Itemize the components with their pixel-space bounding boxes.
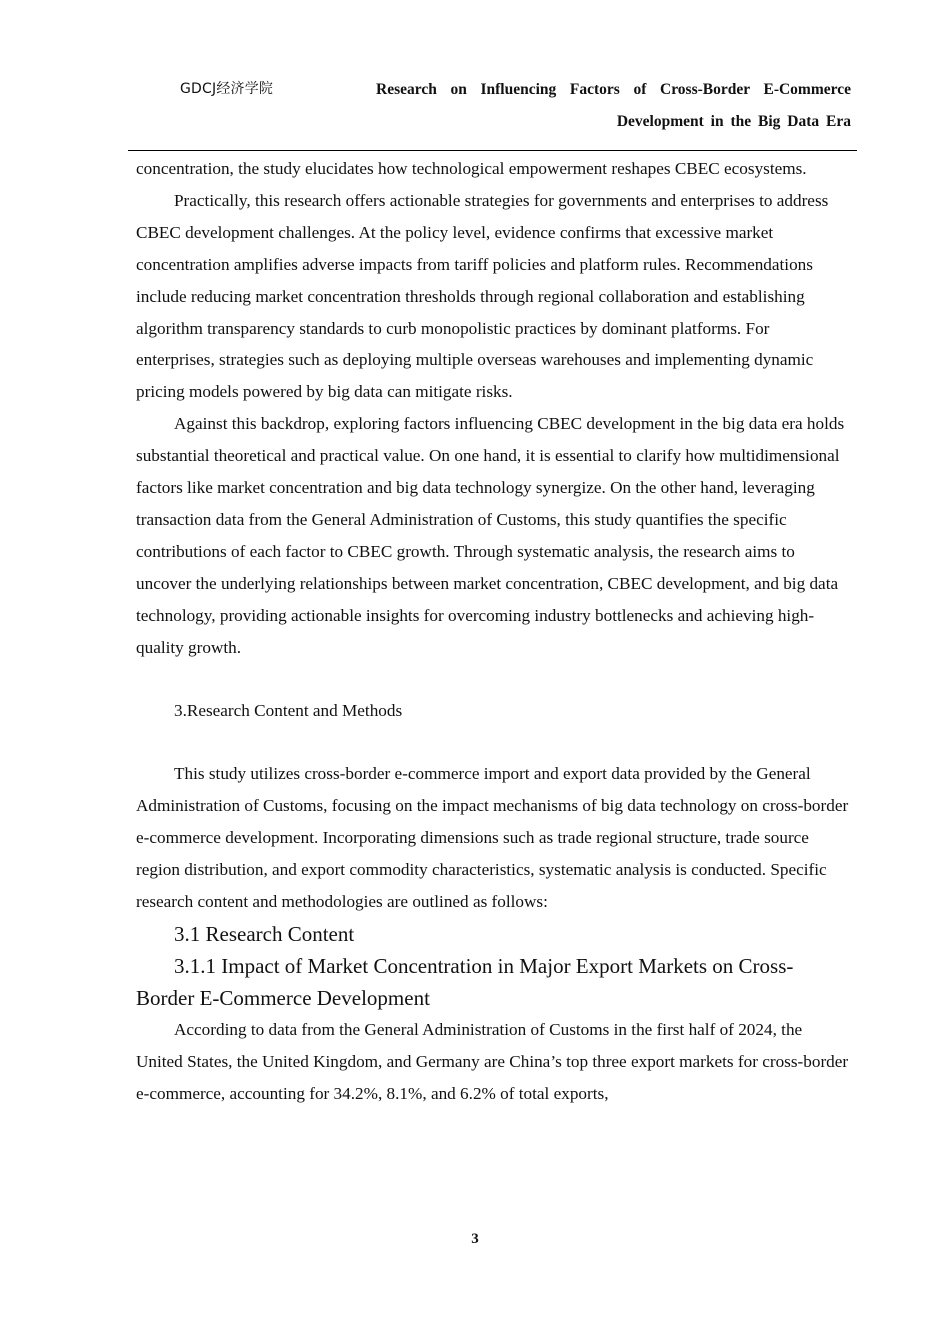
header-institution: GDCJ经济学院 xyxy=(180,81,274,97)
spacer xyxy=(136,726,849,758)
paragraph-customs-data: According to data from the General Administration of Customs in the first half of 2024, the United States, the United Kingdom, and Germany are China’s top three export markets for cross-border e-commerce, accounting for 34.2%, 8.1%, and 6.2% of total exports, xyxy=(136,1019,849,1103)
running-title-line-2: Development in the Big Data Era xyxy=(616,113,851,130)
running-title xyxy=(376,74,851,138)
spacer xyxy=(136,664,849,695)
paragraph-methods-overview: This study utilizes cross-border e-commerce import and export data provided by the General Administration of Customs, focusing on the impact mechanisms of big data technology on cross-border e-commerce development. Incorporating dimensions such as trade regional structure, trade source region distribution, and export commodity characteristics, systematic analysis is conducted. Specific research content and methodologies are outlined as follows: xyxy=(136,764,849,912)
paragraph-practical-significance: Practically, this research offers actionable strategies for governments and enterprises to address CBEC development challenges. At the policy level, evidence confirms that excessive market concentration amplifies adverse impacts from tariff policies and platform rules. Recommendations include reducing market concentration thresholds through regional collaboration and establishing algorithm transparency standards to curb monopolistic practices by dominant platforms. For enterprises, strategies such as deploying multiple overseas warehouses and implementing dynamic pricing models powered by big data can mitigate risks. xyxy=(136,190,829,402)
page-number: 3 xyxy=(471,1231,479,1247)
subsubsection-heading: 3.1.1 Impact of Market Concentration in Major Export Markets on Cross-Border E-Commerce Development xyxy=(136,953,794,1010)
paragraph-continued: concentration, the study elucidates how technological empowerment reshapes CBEC ecosystems. xyxy=(136,159,807,178)
section-heading: 3.Research Content and Methods xyxy=(174,700,403,720)
subsection-heading: 3.1 Research Content xyxy=(174,921,355,946)
header-divider xyxy=(128,150,857,151)
paragraph-research-value: Against this backdrop, exploring factors influencing CBEC development in the big data era holds substantial theoretical and practical value. On one hand, it is essential to clarify how multidimensional factors like market concentration and big data technology synergize. On the other hand, leveraging transaction data from the General Administration of Customs, this study quantifies the specific contributions of each factor to CBEC growth. Through systematic analysis, the research aims to uncover the underlying relationships between market concentration, CBEC development, and big data technology, providing actionable insights for overcoming industry bottlenecks and achieving high-quality growth. xyxy=(136,414,845,657)
running-title-line-1: Research on Influencing Factors of Cross-Border E-Commerce xyxy=(376,81,851,98)
page-body xyxy=(136,153,849,1110)
